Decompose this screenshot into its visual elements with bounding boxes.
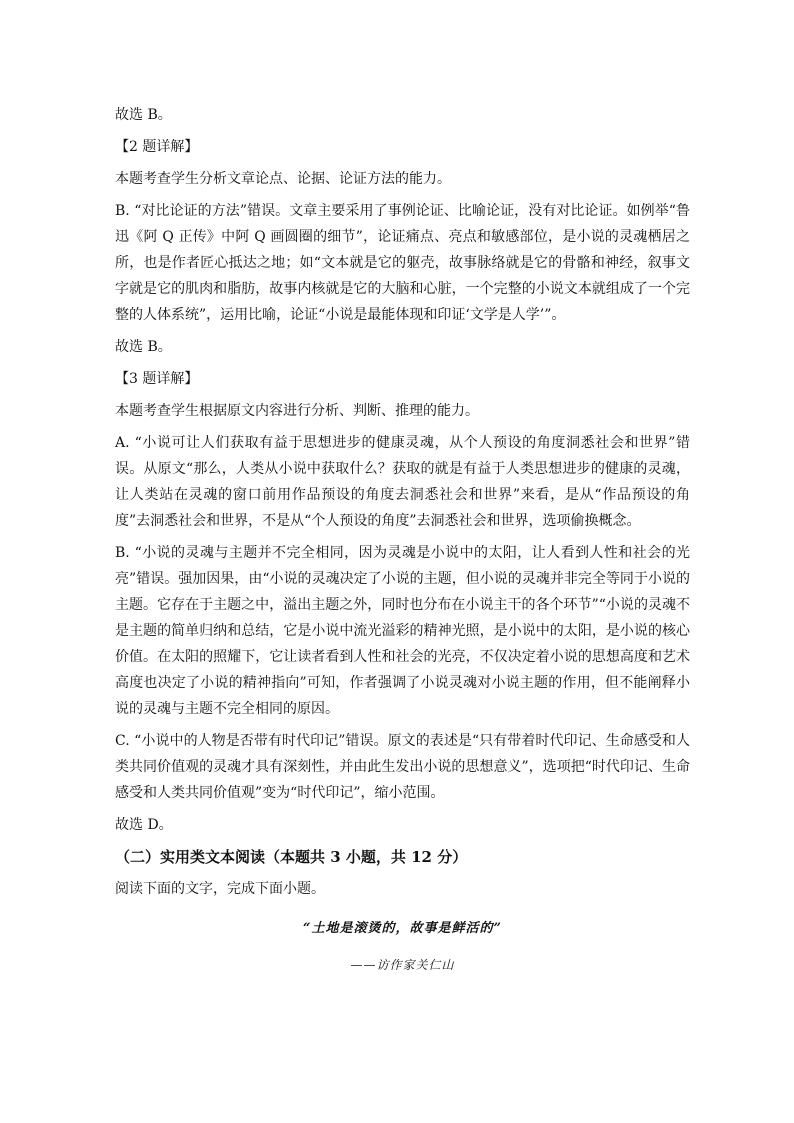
article-title: “土地是滚烫的，故事是鲜活的” (303, 921, 502, 936)
question-3-option-a: A. “小说可让人们获取有益于思想进步的健康灵魂，从个人预设的角度洞悉社会和世界”错误。从原文“那么，人类从小说中获取什么？获取的就是有益于人类思想进步的健康的灵魂，让人类站在灵魂的窗口前用作品预设的角度去洞悉社会和世界”来看，是从“作品预设的角度”去洞悉社会和世界，不是从“个人预设的角度”去洞悉社会和世界，选项偷换概念。 (115, 435, 690, 529)
reading-instruction: 阅读下面的文字，完成下面小题。 (115, 881, 325, 897)
question-3-option-b: B. “小说的灵魂与主题并不完全相同，因为灵魂是小说中的太阳，让人看到人性和社会的光亮”错误。强加因果，由“小说的灵魂决定了小说的主题，但小说的灵魂并非完全等同于小说的主题。它存在于主题之中，溢出主题之外，同时也分布在小说主干的各个环节”“小说的灵魂不是主题的简单归纳和总结，它是小说中流光溢彩的精神光照，是小说中的太阳，是小说的核心价值。在太阳的照耀下，它让读者看到人性和社会的光亮，不仅决定着小说的思想高度和艺术高度也决定了小说的精神指向”可知，作者强调了小说灵魂对小说主题的作用，但不能阐释小说的灵魂与主题不完全相同的原因。 (115, 545, 690, 717)
question-3-intro: 本题考查学生根据原文内容进行分析、判断、推理的能力。 (115, 403, 479, 419)
answer-line: 故选 B。 (115, 339, 172, 355)
answer-line: 故选 D。 (115, 817, 173, 833)
question-3-heading: 【3 题详解】 (115, 371, 199, 387)
question-3-option-c: C. “小说中的人物是否带有时代印记”错误。原文的表述是“只有带着时代印记、生命感受和人类共同价值观的灵魂才具有深刻性，并由此生发出小说的思想意义”，选项把“时代印记、生命感受和人类共同价值观”变为“时代印记”，缩小范围。 (115, 733, 690, 801)
section-heading: （二）实用类文本阅读（本题共 3 小题，共 12 分） (115, 848, 468, 866)
document-body (115, 102, 690, 978)
question-2-intro: 本题考查学生分析文章论点、论据、论证方法的能力。 (115, 171, 451, 187)
article-subtitle: ——访作家关仁山 (350, 958, 455, 972)
question-2-heading: 【2 题详解】 (115, 139, 199, 155)
answer-line: 故选 B。 (115, 107, 172, 123)
question-2-option-b: B. “对比论证的方法”错误。文章主要采用了事例论证、比喻论证，没有对比论证。如例举“鲁迅《阿 Q 正传》中阿 Q 画圆圈的细节”，论证痛点、亮点和敏感部位，是小说的灵魂栖居之所，也是作者匠心抵达之地；如“文本就是它的躯壳，故事脉络就是它的骨骼和神经，叙事文字就是它的肌肉和脂肪，故事内核就是它的大脑和心脏，一个完整的小说文本就组成了一个完整的人体系统”，运用比喻，论证“小说是最能体现和印证‘文学是人学’”。 (115, 203, 690, 323)
